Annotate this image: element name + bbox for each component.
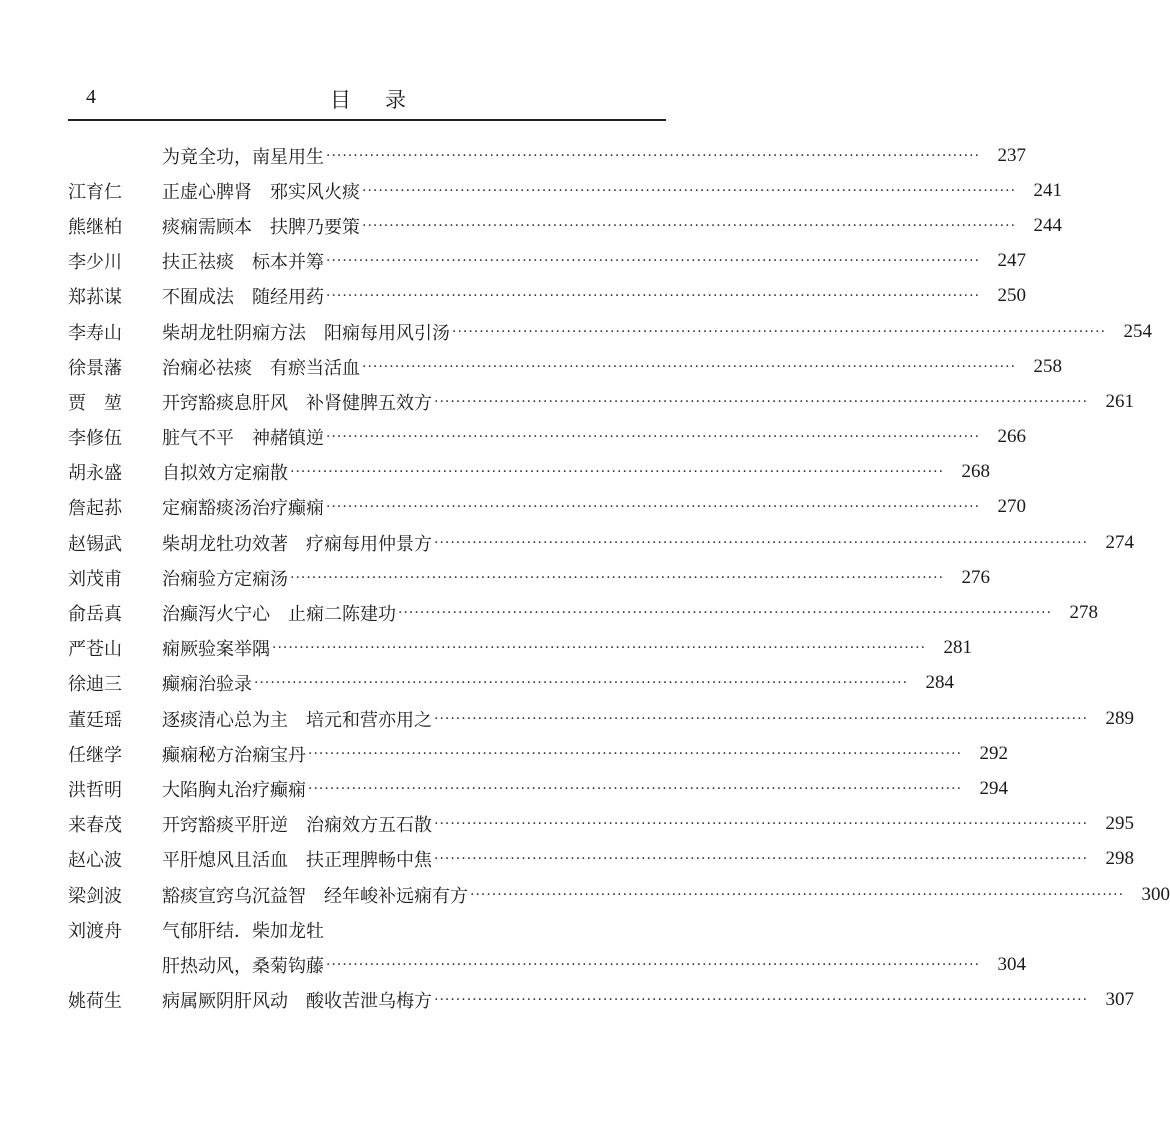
dot-leader: ························································································································ [326,429,981,446]
toc-entry [68,877,1170,912]
toc-entry [68,842,1135,877]
toc-author: 胡永盛 [68,463,122,485]
toc-title: 痰痫需顾本 扶脾乃要策 [162,216,360,238]
toc-author: 赵心波 [68,850,122,872]
dot-leader: ························································································································ [434,851,1089,868]
toc-title: 正虚心脾肾 邪实风火痰 [162,181,360,203]
toc-page-number: 237 [997,144,1027,166]
dot-leader: ························································································································ [470,886,1125,903]
toc-entry [68,244,1027,279]
toc-title: 肝热动风，桑菊钩藤 [162,955,324,977]
header-rule [68,119,666,121]
table-of-contents [68,138,1170,1018]
toc-entry [68,560,991,595]
toc-author: 洪哲明 [68,779,122,801]
toc-entry-body [162,178,1063,204]
toc-page-number: 289 [1105,707,1135,729]
toc-author: 来春茂 [68,815,122,837]
dot-leader: ························································································································ [362,358,1017,375]
toc-page-number: 261 [1105,390,1135,412]
toc-title: 定痫豁痰汤治疗癫痫 [162,498,324,520]
toc-entry [68,173,1063,208]
page-header [68,84,666,120]
toc-entry-body [162,213,1063,239]
toc-title: 治癫泻火宁心 止痫二陈建功 [162,604,396,626]
toc-title: 癫痫秘方治痫宝丹 [162,744,306,766]
toc-entry [68,631,973,666]
toc-author: 徐迪三 [68,674,122,696]
toc-page-number: 281 [943,637,973,659]
toc-page-number: 266 [997,426,1027,448]
toc-title: 痫厥验案举隅 [162,639,270,661]
toc-page-number: 304 [997,953,1027,975]
toc-page-number: 294 [979,777,1009,799]
dot-leader: ························································································································ [326,499,981,516]
toc-author: 俞岳真 [68,604,122,626]
toc-author: 严苍山 [68,639,122,661]
toc-entry-body [162,882,1170,908]
toc-page-number: 258 [1033,355,1063,377]
toc-author: 刘茂甫 [68,568,122,590]
toc-title: 病属厥阴肝风动 酸收苦泄乌梅方 [162,991,432,1013]
dot-leader: ························································································································ [326,288,981,305]
toc-entry [68,595,1099,630]
toc-author: 徐景藩 [68,357,122,379]
dot-leader: ························································································································ [326,956,981,973]
toc-title: 柴胡龙牡阴痫方法 阳痫每用风引汤 [162,322,450,344]
toc-entry-body [162,776,1009,802]
toc-title: 气郁肝结．柴加龙牡 [162,920,324,942]
dot-leader: ························································································································ [272,640,927,657]
toc-entry-body [162,143,1027,169]
toc-entry-body [162,389,1135,415]
toc-entry [68,666,955,701]
toc-entry-body [162,846,1135,872]
toc-title: 豁痰宣窍乌沉益智 经年峻补远痫有方 [162,885,468,907]
dot-leader: ························································································································ [254,675,909,692]
toc-entry-body [162,283,1027,309]
toc-entry [68,807,1135,842]
toc-page-number: 274 [1105,531,1135,553]
toc-entry [68,912,666,947]
dot-leader: ························································································································ [434,534,1089,551]
toc-author: 李寿山 [68,322,122,344]
toc-author: 詹起荪 [68,498,122,520]
toc-author: 赵锡武 [68,533,122,555]
toc-author: 任继学 [68,744,122,766]
dot-leader: ························································································································ [398,605,1053,622]
dot-leader: ························································································································ [434,393,1089,410]
toc-page-number: 278 [1069,602,1099,624]
toc-entry [68,349,1063,384]
toc-title: 治痫验方定痫汤 [162,568,288,590]
toc-entry [68,279,1027,314]
dot-leader: ························································································································ [434,816,1089,833]
toc-page-number: 298 [1105,848,1135,870]
toc-entry-body [162,600,1099,626]
toc-entry [68,983,1135,1018]
toc-page-number: 247 [997,250,1027,272]
toc-entry-body [162,248,1027,274]
toc-page-number: 241 [1033,179,1063,201]
toc-title: 治痫必祛痰 有瘀当活血 [162,357,360,379]
toc-title: 开窍豁痰平肝逆 治痫效方五石散 [162,815,432,837]
toc-entry-body [162,741,1009,767]
toc-page-number: 268 [961,461,991,483]
toc-title: 不囿成法 随经用药 [162,287,324,309]
dot-leader: ························································································································ [434,710,1089,727]
dot-leader: ························································································································ [362,217,1017,234]
toc-entry-body [162,424,1027,450]
dot-leader: ························································································································ [308,780,963,797]
toc-entry [68,384,1135,419]
dot-leader: ························································································································ [290,464,945,481]
page-title: 目录 [330,88,440,112]
dot-leader: ························································································································ [434,992,1089,1009]
dot-leader: ························································································································ [362,182,1017,199]
toc-entry-body [162,494,1027,520]
toc-page-number: 292 [979,742,1009,764]
page-number: 4 [86,86,96,108]
toc-entry [68,947,1027,982]
dot-leader: ························································································································ [326,147,981,164]
toc-entry-body [162,952,1027,978]
toc-entry-body [162,565,991,591]
toc-title: 自拟效方定痫散 [162,463,288,485]
toc-author: 郑荪谋 [68,287,122,309]
toc-page-number: 276 [961,566,991,588]
toc-entry [68,138,1027,173]
toc-entry [68,420,1027,455]
toc-page-number: 270 [997,496,1027,518]
toc-page-number: 307 [1105,989,1135,1011]
toc-title: 大陷胸丸治疗癫痫 [162,779,306,801]
toc-entry-body [162,319,1153,345]
toc-page-number: 254 [1123,320,1153,342]
toc-title: 柴胡龙牡功效著 疗痫每用仲景方 [162,533,432,555]
dot-leader: ························································································································ [452,323,1107,340]
toc-entry-body [162,670,955,696]
toc-author: 董廷瑶 [68,709,122,731]
toc-entry-body [162,917,666,943]
toc-author: 熊继柏 [68,216,122,238]
dot-leader: ························································································································ [326,253,981,270]
toc-entry-body [162,706,1135,732]
toc-author: 刘渡舟 [68,920,122,942]
toc-title: 脏气不平 神赭镇逆 [162,428,324,450]
toc-entry [68,771,1009,806]
toc-author: 李修伍 [68,428,122,450]
toc-title: 为竟全功，南星用生 [162,146,324,168]
toc-author: 姚荷生 [68,991,122,1013]
toc-entry-body [162,459,991,485]
toc-author: 贾 堃 [68,392,122,414]
toc-entry [68,314,1153,349]
toc-entry [68,455,991,490]
toc-page-number: 284 [925,672,955,694]
toc-author: 梁剑波 [68,885,122,907]
toc-entry [68,208,1063,243]
toc-entry-body [162,987,1135,1013]
toc-page-number: 300 [1141,883,1170,905]
toc-page-number: 244 [1033,214,1063,236]
toc-author: 李少川 [68,252,122,274]
toc-page-number: 295 [1105,813,1135,835]
toc-author: 江育仁 [68,181,122,203]
toc-title: 平肝熄风且活血 扶正理脾畅中焦 [162,850,432,872]
toc-entry [68,490,1027,525]
toc-title: 扶正祛痰 标本并筹 [162,252,324,274]
dot-leader: ························································································································ [290,569,945,586]
toc-entry [68,701,1135,736]
toc-entry [68,525,1135,560]
toc-entry-body [162,354,1063,380]
toc-entry-body [162,635,973,661]
toc-entry-body [162,811,1135,837]
toc-entry [68,736,1009,771]
dot-leader: ························································································································ [308,745,963,762]
toc-entry-body [162,530,1135,556]
toc-title: 开窍豁痰息肝风 补肾健脾五效方 [162,392,432,414]
toc-title: 癫痫治验录 [162,674,252,696]
toc-title: 逐痰清心总为主 培元和营亦用之 [162,709,432,731]
toc-page-number: 250 [997,285,1027,307]
